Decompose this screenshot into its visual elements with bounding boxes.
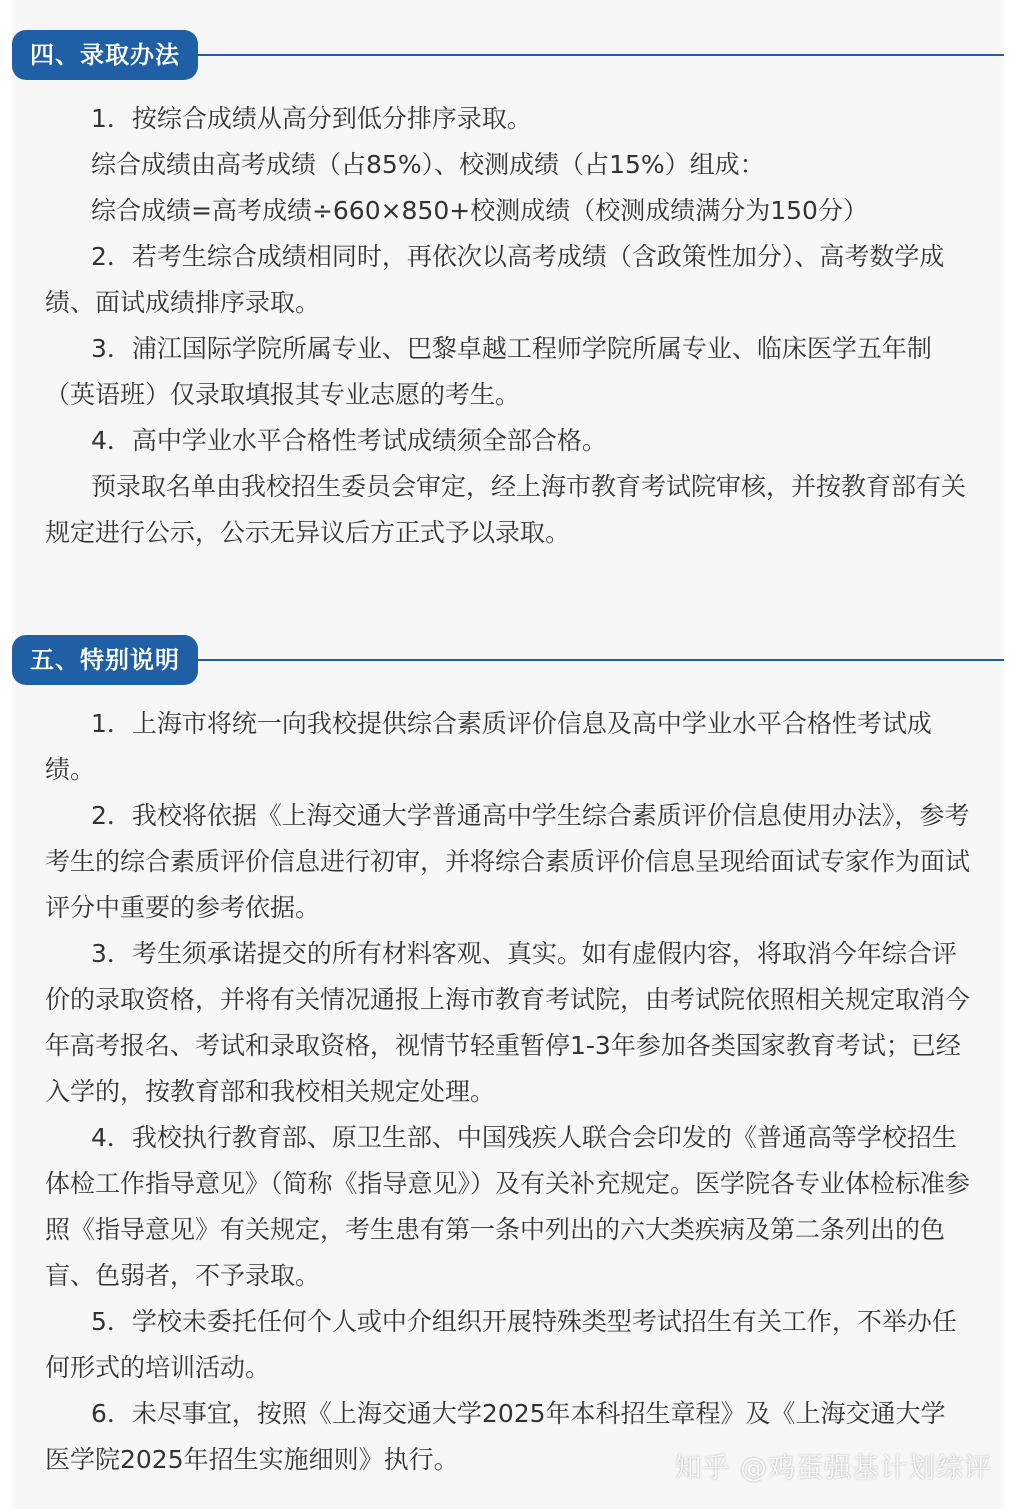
section-divider-line bbox=[192, 659, 1004, 661]
paragraph: 2．我校将依据《上海交通大学普通高中学生综合素质评价信息使用办法》，参考考生的综合素质评价信息进行初审，并将综合素质评价信息呈现给面试专家作为面试评分中重要的参考依据。 bbox=[45, 801, 971, 922]
paragraph: 4．高中学业水平合格性考试成绩须全部合格。 bbox=[91, 426, 607, 455]
paragraph: 综合成绩由高考成绩（占85%）、校测成绩（占15%）组成： bbox=[91, 150, 765, 179]
paragraph: 1．按综合成绩从高分到低分排序录取。 bbox=[91, 104, 532, 133]
section-body bbox=[12, 687, 1004, 1483]
paragraph: 1．上海市将统一向我校提供综合素质评价信息及高中学业水平合格性考试成绩。 bbox=[45, 709, 932, 784]
paragraph: 3．浦江国际学院所属专业、巴黎卓越工程师学院所属专业、临床医学五年制（英语班）仅录取填报其专业志愿的考生。 bbox=[45, 334, 932, 409]
section-special-notes bbox=[12, 633, 1004, 1483]
section-title: 五、特别说明 bbox=[12, 635, 198, 685]
section-body bbox=[12, 82, 1004, 556]
section-header bbox=[12, 28, 1004, 82]
paragraph: 3．考生须承诺提交的所有材料客观、真实。如有虚假内容，将取消今年综合评价的录取资格，并将有关情况通报上海市教育考试院，由考试院依照相关规定取消今年高考报名、考试和录取资格，视情节轻重暂停1-3年参加各类国家教育考试；已经入学的，按教育部和我校相关规定处理。 bbox=[45, 939, 971, 1106]
paragraph: 2．若考生综合成绩相同时，再依次以高考成绩（含政策性加分）、高考数学成绩、面试成绩排序录取。 bbox=[45, 242, 945, 317]
document-page bbox=[12, 0, 1004, 1509]
section-title: 四、录取办法 bbox=[12, 30, 198, 80]
paragraph: 5．学校未委托任何个人或中介组织开展特殊类型考试招生有关工作，不举办任何形式的培训活动。 bbox=[45, 1307, 957, 1382]
paragraph: 6．未尽事宜，按照《上海交通大学2025年本科招生章程》及《上海交通大学医学院2025年招生实施细则》执行。 bbox=[45, 1399, 946, 1474]
section-admission-method bbox=[12, 28, 1004, 556]
paragraph: 综合成绩=高考成绩÷660×850+校测成绩（校测成绩满分为150分） bbox=[91, 196, 868, 225]
section-header bbox=[12, 633, 1004, 687]
paragraph: 预录取名单由我校招生委员会审定，经上海市教育考试院审核，并按教育部有关规定进行公示，公示无异议后方正式予以录取。 bbox=[45, 472, 967, 547]
section-divider-line bbox=[192, 54, 1004, 56]
watermark: 知乎 @鸡蛋强基计划综评 bbox=[674, 1453, 992, 1484]
paragraph: 4．我校执行教育部、原卫生部、中国残疾人联合会印发的《普通高等学校招生体检工作指导意见》（简称《指导意见》）及有关补充规定。医学院各专业体检标准参照《指导意见》有关规定，考生患有第一条中列出的六大类疾病及第二条列出的色盲、色弱者，不予录取。 bbox=[45, 1123, 971, 1290]
